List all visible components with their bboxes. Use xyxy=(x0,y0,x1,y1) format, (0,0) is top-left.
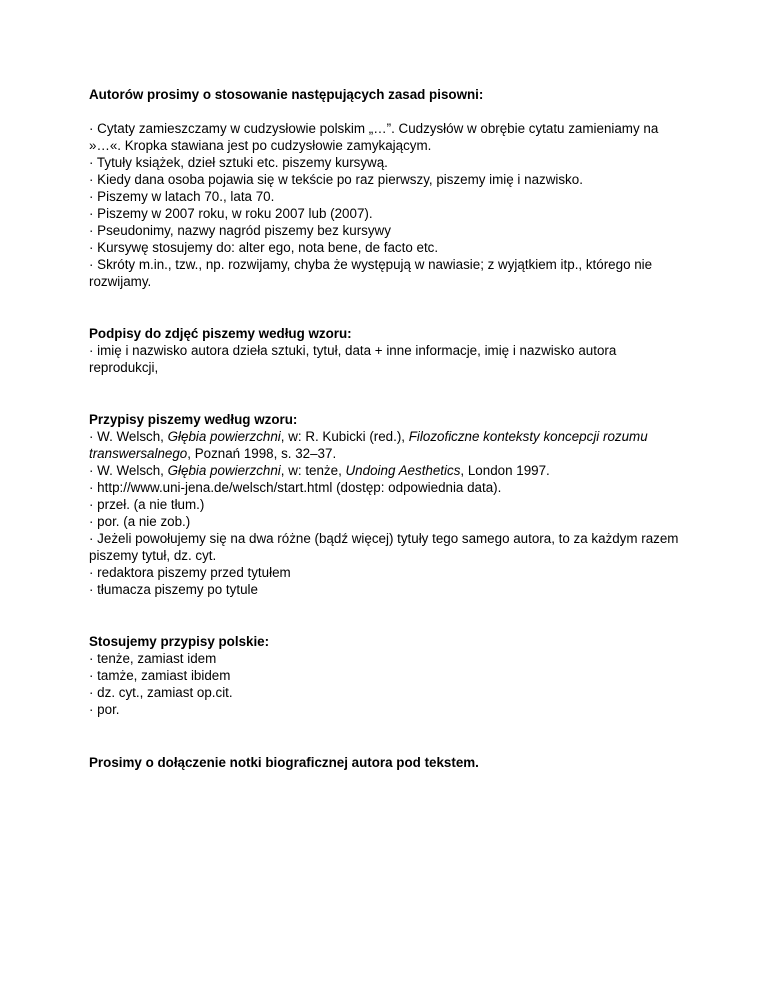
list-item: · por. (a nie zob.) xyxy=(89,514,191,529)
footnote-text: · W. Welsch, xyxy=(89,463,168,478)
section-heading-spelling-rules: Autorów prosimy o stosowanie następujących zasad pisowni: xyxy=(89,87,484,102)
list-item: · Pseudonimy, nazwy nagród piszemy bez kursywy xyxy=(89,223,391,238)
footnote-text: , w: R. Kubicki (red.), xyxy=(280,429,409,444)
section-heading-photo-captions: Podpisy do zdjęć piszemy według wzoru: xyxy=(89,326,352,341)
footnote-text: , w: tenże, xyxy=(280,463,346,478)
list-item: · por. xyxy=(89,702,120,717)
footnote-title-italic: Filozoficzne konteksty koncepcji rozumu transwersalnego xyxy=(89,429,648,461)
list-item: · Skróty m.in., tzw., np. rozwijamy, chyba że występują w nawiasie; z wyjątkiem itp., którego nie rozwijamy. xyxy=(89,257,653,289)
list-item: · tenże, zamiast idem xyxy=(89,651,217,666)
list-item: · Tytuły książek, dzieł sztuki etc. piszemy kursywą. xyxy=(89,155,388,170)
list-item: · dz. cyt., zamiast op.cit. xyxy=(89,685,233,700)
section-heading-footnotes: Przypisy piszemy według wzoru: xyxy=(89,412,298,427)
list-item: · Kiedy dana osoba pojawia się w tekście po raz pierwszy, piszemy imię i nazwisko. xyxy=(89,172,583,187)
document-body xyxy=(89,86,689,771)
list-item: · przeł. (a nie tłum.) xyxy=(89,497,205,512)
footnote-text: · W. Welsch, xyxy=(89,429,168,444)
footnote-title-italic: Głębia powierzchni xyxy=(167,463,281,478)
list-item-footnote-example-1 xyxy=(89,428,689,462)
list-item: · Cytaty zamieszczamy w cudzysłowie polskim „…”. Cudzysłów w obrębie cytatu zamieniamy na »…«. Kropka stawiana jest po cudzysłowie zamykającym. xyxy=(89,121,659,153)
list-item: · redaktora piszemy przed tytułem xyxy=(89,565,291,580)
list-item-footnote-example-2 xyxy=(89,462,689,479)
list-item: · Piszemy w 2007 roku, w roku 2007 lub (2007). xyxy=(89,206,373,221)
footnote-title-italic: Głębia powierzchni xyxy=(167,429,281,444)
list-item: · imię i nazwisko autora dzieła sztuki, tytuł, data + inne informacje, imię i nazwisko autora reprodukcji, xyxy=(89,343,617,375)
section-heading-polish-footnotes: Stosujemy przypisy polskie: xyxy=(89,634,270,649)
footnote-title-italic: Undoing Aesthetics xyxy=(345,463,461,478)
list-item: · tłumacza piszemy po tytule xyxy=(89,582,258,597)
section-heading-bio-note: Prosimy o dołączenie notki biograficznej autora pod tekstem. xyxy=(89,755,479,770)
list-item: · Jeżeli powołujemy się na dwa różne (bądź więcej) tytuły tego samego autora, to za każdym razem piszemy tytuł, dz. cyt. xyxy=(89,531,679,563)
list-item: · tamże, zamiast ibidem xyxy=(89,668,231,683)
list-item: · Kursywę stosujemy do: alter ego, nota bene, de facto etc. xyxy=(89,240,439,255)
footnote-text: , London 1997. xyxy=(460,463,550,478)
footnote-text: , Poznań 1998, s. 32–37. xyxy=(187,446,337,461)
list-item: · Piszemy w latach 70., lata 70. xyxy=(89,189,275,204)
list-item: · http://www.uni-jena.de/welsch/start.html (dostęp: odpowiednia data). xyxy=(89,480,502,495)
